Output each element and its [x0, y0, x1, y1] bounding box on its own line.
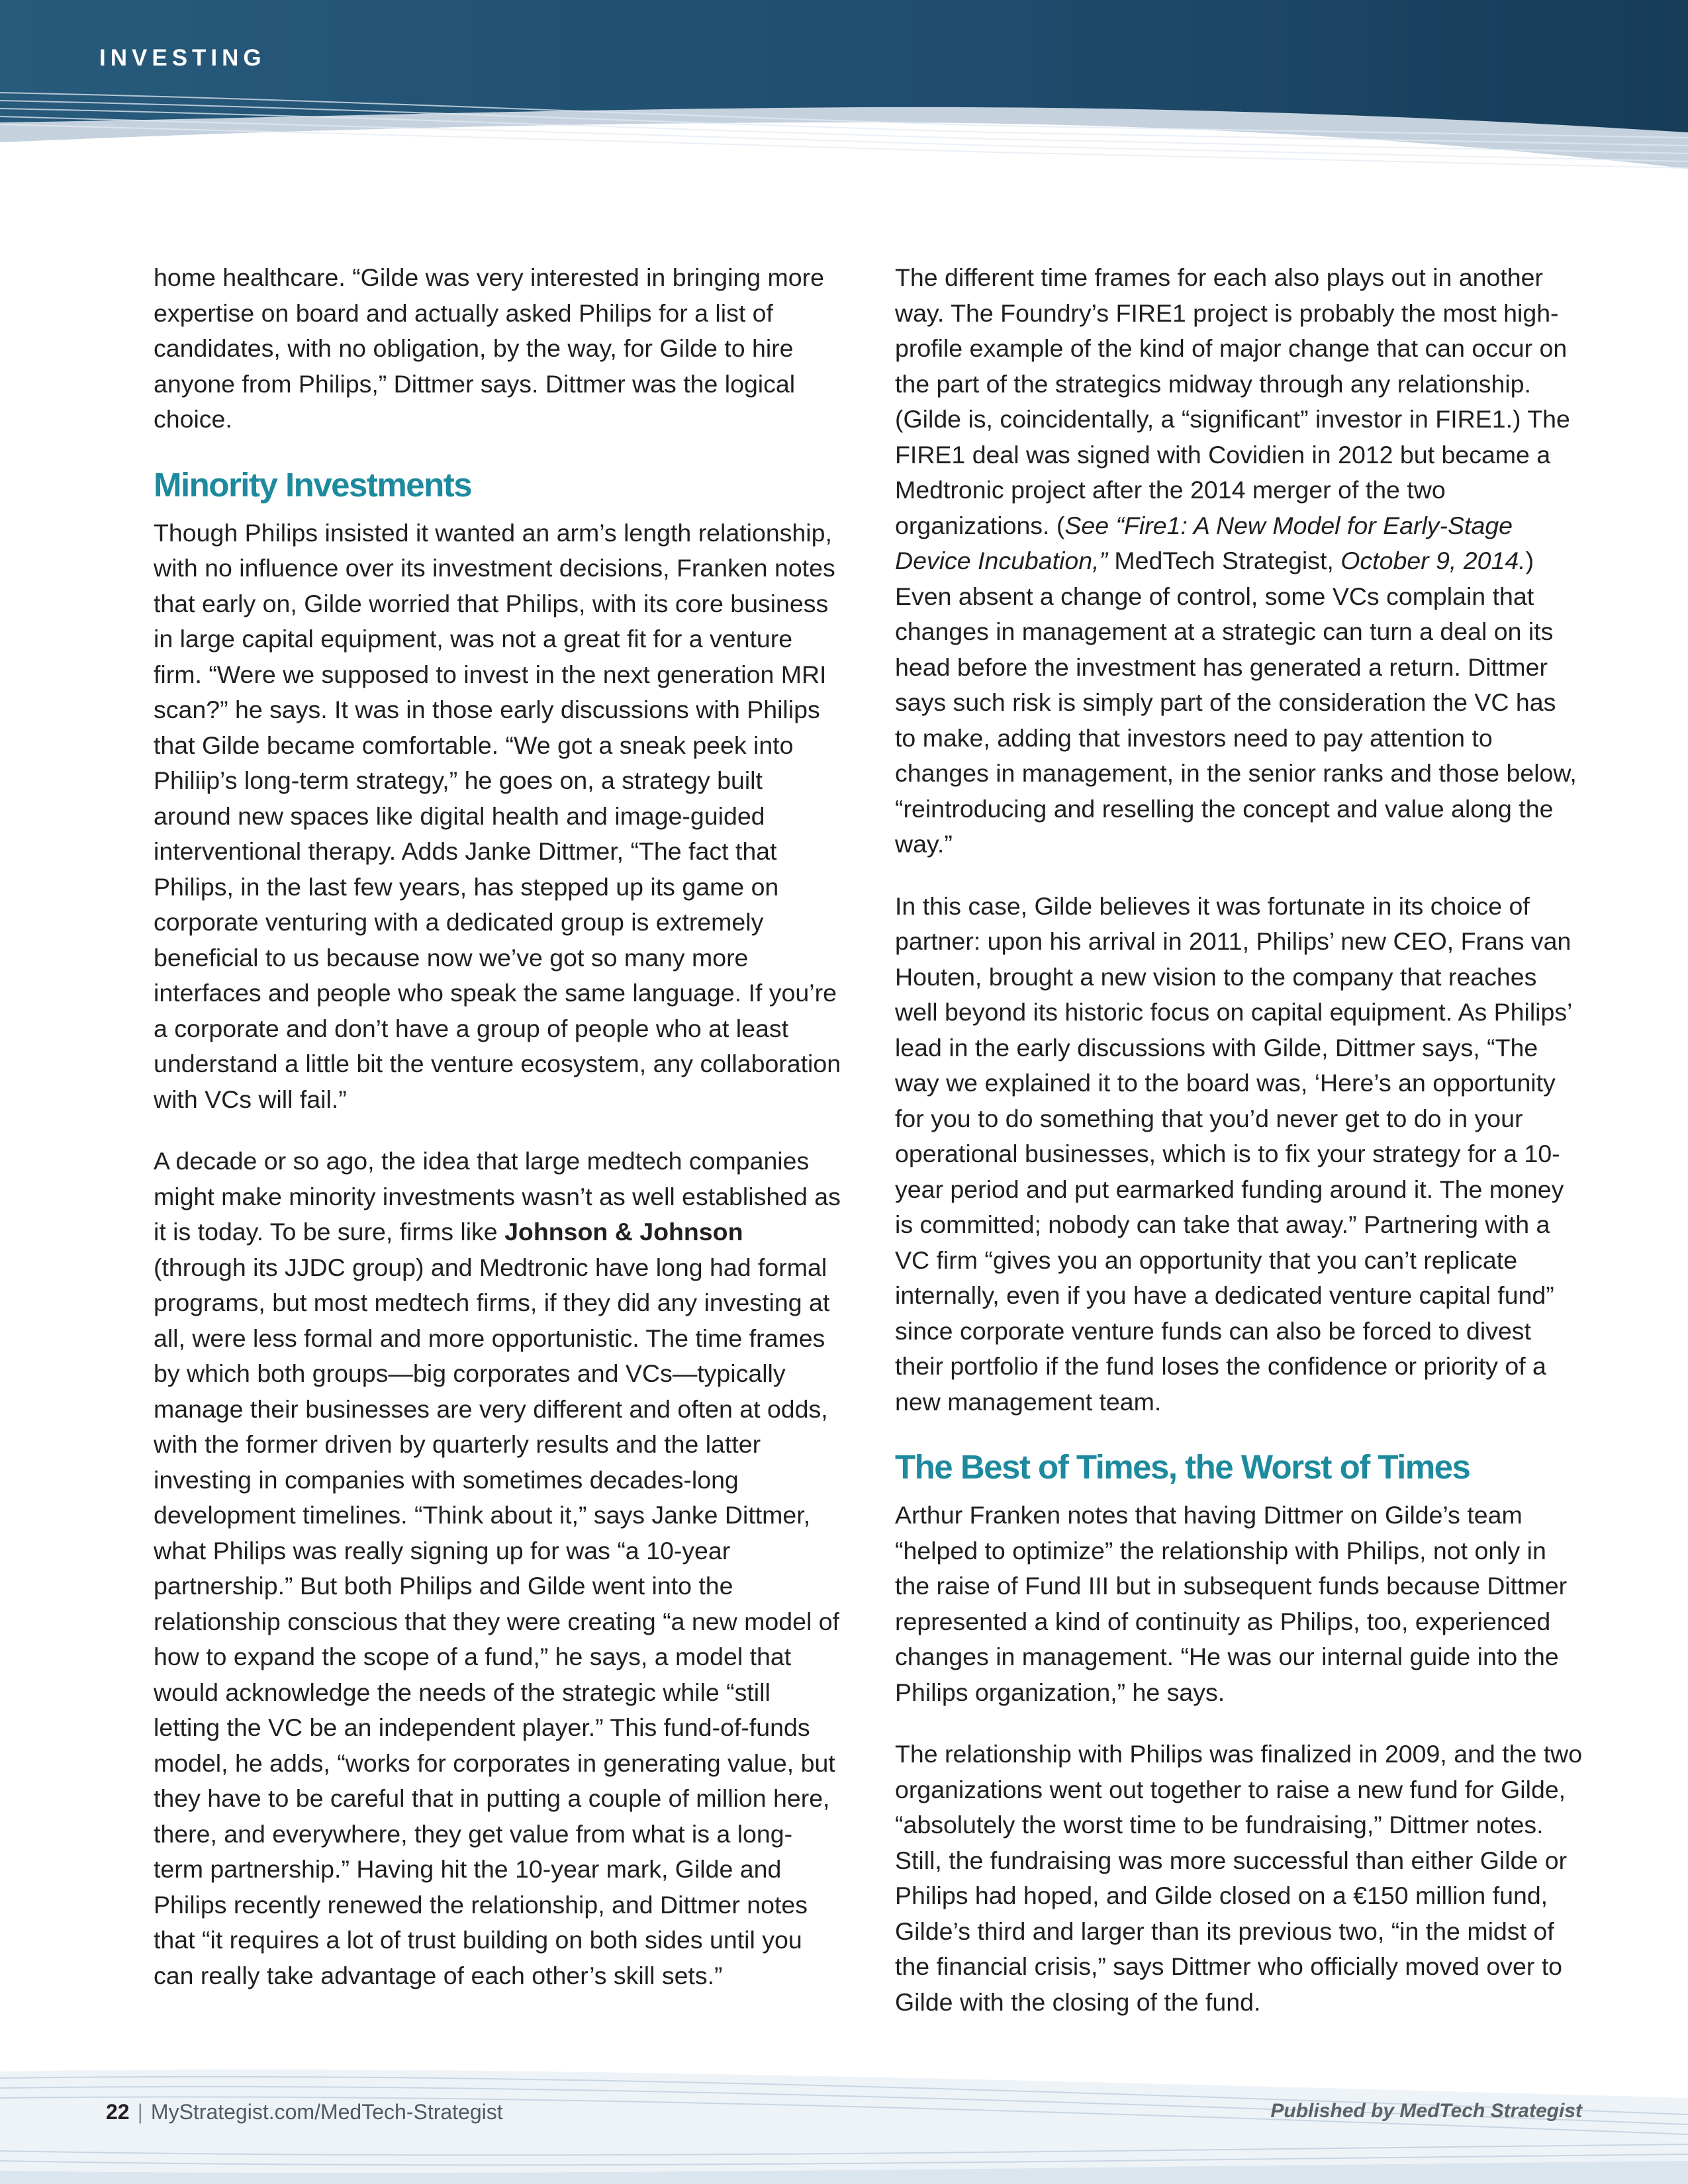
footer-left	[106, 2100, 503, 2124]
text-run: ) Even absent a change of control, some VCs complain that changes in management at a strategic can turn a deal on its head before the investment has generated a return. Dittmer says such risk is simply part of the consideration the VC has to make, adding that investors need to pay attention to changes in management, in the senior ranks and those below, “reintroducing and reselling the concept and value along the way.”	[895, 547, 1577, 858]
text-run: MedTech Strategist,	[1107, 547, 1341, 574]
text-run: October 9, 2014.	[1340, 547, 1526, 574]
text-run: Minority Investments	[154, 465, 472, 504]
section-heading	[154, 464, 842, 506]
text-run: A decade or so ago, the idea that large medtech companies might make minority investments wasn’t as well established as it is today. To be sure, firms like	[154, 1147, 841, 1246]
footer-publisher: Published by MedTech Strategist	[1270, 2100, 1582, 2122]
text-run: home healthcare. “Gilde was very interested in bringing more expertise on board and actually asked Philips for a list of candidates, with no obligation, by the way, for Gilde to hire anyone from Philips,” Dittmer says. Dittmer was the logical choice.	[154, 263, 824, 433]
article-column-left	[154, 260, 842, 2020]
body-paragraph	[154, 516, 842, 1118]
text-run: The relationship with Philips was finalized in 2009, and the two organizations went out together to raise a new fund for Gilde, “absolutely the worst time to be fundraising,” Dittmer notes. Still, the fundraising was more successful than either Gilde or Philips had hoped, and Gilde closed on a €150 million fund, Gilde’s third and larger than its previous two, “in the midst of the financial crisis,” says Dittmer who officially moved over to Gilde with the closing of the fund.	[895, 1740, 1583, 2016]
text-run: Though Philips insisted it wanted an arm’s length relationship, with no influence over its investment decisions, Franken notes that early on, Gilde worried that Philips, with its core business in large capital equipment, was not a great fit for a venture firm. “Were we supposed to invest in the next generation MRI scan?” he says. It was in those early discussions with Philips that Gilde became comfortable. “We got a sneak peek into Philiip’s long-term strategy,” he goes on, a strategy built around new spaces like digital health and image-guided interventional therapy. Adds Janke Dittmer, “The fact that Philips, in the last few years, has stepped up its game on corporate venturing with a dedicated group is extremely beneficial to us because now we’ve got so many more interfaces and people who speak the same language. If you’re a corporate and don’t have a group of people who at least understand a little bit the venture ecosystem, any collaboration with VCs will fail.”	[154, 518, 841, 1113]
body-paragraph	[895, 1498, 1583, 1710]
text-run: See “Fire1: A New Model for Early-Stage Device Incubation,”	[895, 511, 1513, 574]
text-run: (through its JJDC group) and Medtronic have long had formal programs, but most medtech firms, if they did any investing at all, were less formal and more opportunistic. The time frames by which both groups—big corporates and VCs—typically manage their businesses are very different and often at odds, with the former driven by quarterly results and the latter investing in companies with sometimes decades-long development timelines. “Think about it,” says Janke Dittmer, what Philips was really signing up for was “a 10-year partnership.” But both Philips and Gilde went into the relationship conscious that they were creating “a new model of how to expand the scope of a fund,” he says, a model that would acknowledge the needs of the strategic while “still letting the VC be an independent player.” This fund-of-funds model, he adds, “works for corporates in generating value, but they have to be careful that in putting a couple of million here, there, and everywhere, they get value from what is a long-term partnership.” Having hit the 10-year mark, Gilde and Philips recently renewed the relationship, and Dittmer notes that “it requires a lot of trust building on both sides until you can really take advantage of each other’s skill sets.”	[154, 1253, 839, 1989]
text-run: The different time frames for each also plays out in another way. The Foundry’s FIRE1 project is probably the most high-profile example of the kind of major change that can occur on the part of the strategics midway through any relationship. (Gilde is, coincidentally, a “significant” investor in FIRE1.) The FIRE1 deal was signed with Covidien in 2012 but became a Medtronic project after the 2014 merger of the two organizations. (	[895, 263, 1570, 539]
body-paragraph	[154, 1144, 842, 1993]
text-run: Johnson & Johnson	[504, 1218, 743, 1246]
footer-separator: |	[137, 2100, 143, 2124]
section-heading	[895, 1446, 1583, 1488]
header-wave-band	[0, 0, 1688, 199]
body-paragraph	[895, 1737, 1583, 2020]
text-run: In this case, Gilde believes it was fortunate in its choice of partner: upon his arrival in 2011, Philips’ new CEO, Frans van Houten, brought a new vision to the company that reaches well beyond its historic focus on capital equipment. As Philips’ lead in the early discussions with Gilde, Dittmer says, “The way we explained it to the board was, ‘Here’s an opportunity for you to do something that you’d never get to do in your operational businesses, which is to fix your strategy for a 10-year period and put earmarked funding around it. The money is committed; nobody can take that away.” Partnering with a VC firm “gives you an opportunity that you can’t replicate internally, even if you have a dedicated venture capital fund” since corporate venture funds can also be forced to divest their portfolio if the fund loses the confidence or priority of a new management team.	[895, 891, 1572, 1416]
body-paragraph	[895, 889, 1583, 1420]
section-label: INVESTING	[99, 45, 266, 71]
body-paragraph	[895, 260, 1583, 862]
article-column-right	[895, 260, 1583, 2046]
page-number: 22	[106, 2100, 130, 2124]
text-run: The Best of Times, the Worst of Times	[895, 1448, 1470, 1486]
body-paragraph	[154, 260, 842, 437]
footer-url-link[interactable]: MyStrategist.com/MedTech-Strategist	[150, 2100, 503, 2124]
text-run: Arthur Franken notes that having Dittmer on Gilde’s team “helped to optimize” the relationship with Philips, not only in the raise of Fund III but in subsequent funds because Dittmer represented a kind of continuity as Philips, too, experienced changes in management. “He was our internal guide into the Philips organization,” he says.	[895, 1501, 1568, 1706]
